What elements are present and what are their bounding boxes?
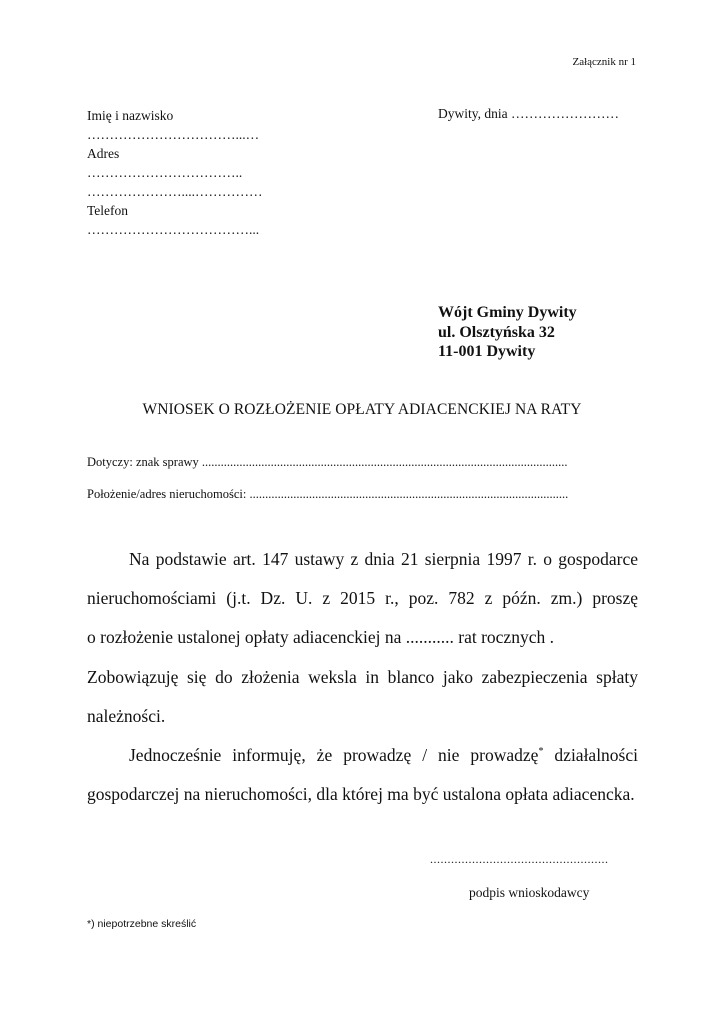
case-reference-field: Dotyczy: znak sprawy ..................................................................................................................... xyxy=(87,455,568,469)
address-label: Adres xyxy=(87,146,120,161)
address-dots-1: …………………………….. xyxy=(87,165,243,180)
footnote-marker: * xyxy=(538,746,544,758)
body-paragraph-3-start: Jednocześnie informuję, że prowadzę / nie prowadzę xyxy=(129,745,539,766)
footnote: *) niepotrzebne skreślić xyxy=(87,918,197,930)
date-line: Dywity, dnia …………………… xyxy=(438,106,619,121)
body-paragraph-3 xyxy=(87,736,638,814)
attachment-label: Załącznik nr 1 xyxy=(572,56,636,68)
name-dots: ……………………………...… xyxy=(87,127,260,142)
phone-dots: ………………………………... xyxy=(87,222,260,237)
body-paragraph-1: Na podstawie art. 147 ustawy z dnia 21 sierpnia 1997 r. o gospodarce nieruchomościami (j.t. Dz. U. z 2015 r., poz. 782 z późn. zm.) proszę xyxy=(87,549,638,609)
address-dots-2: …………………....…………… xyxy=(87,184,263,199)
property-address-field: Położenie/adres nieruchomości: ...................................................................................................... xyxy=(87,487,569,501)
phone-label: Telefon xyxy=(87,203,129,218)
recipient-line-1: Wójt Gminy Dywity xyxy=(438,304,577,321)
body-text xyxy=(87,540,638,814)
signature-line: ................................................... xyxy=(430,852,609,866)
recipient-line-2: ul. Olsztyńska 32 xyxy=(438,323,555,341)
sender-block xyxy=(87,106,263,239)
name-label: Imię i nazwisko xyxy=(87,108,174,123)
body-paragraph-1-end: o rozłożenie ustalonej opłaty adiacenckiej na ........... rat rocznych . xyxy=(87,627,554,648)
recipient-line-3: 11-001 Dywity xyxy=(438,343,536,360)
body-paragraph-2: Zobowiązuję się do złożenia weksla in blanco jako zabezpieczenia spłaty należności. xyxy=(87,666,638,726)
signature-label: podpis wnioskodawcy xyxy=(469,885,590,900)
document-title: WNIOSEK O ROZŁOŻENIE OPŁATY ADIACENCKIEJ NA RATY xyxy=(142,401,582,418)
body-paragraph-3-end: działalności gospodarczej na nieruchomości, dla której ma być ustalona opłata adiacencka. xyxy=(87,745,639,805)
recipient-block xyxy=(438,303,577,362)
